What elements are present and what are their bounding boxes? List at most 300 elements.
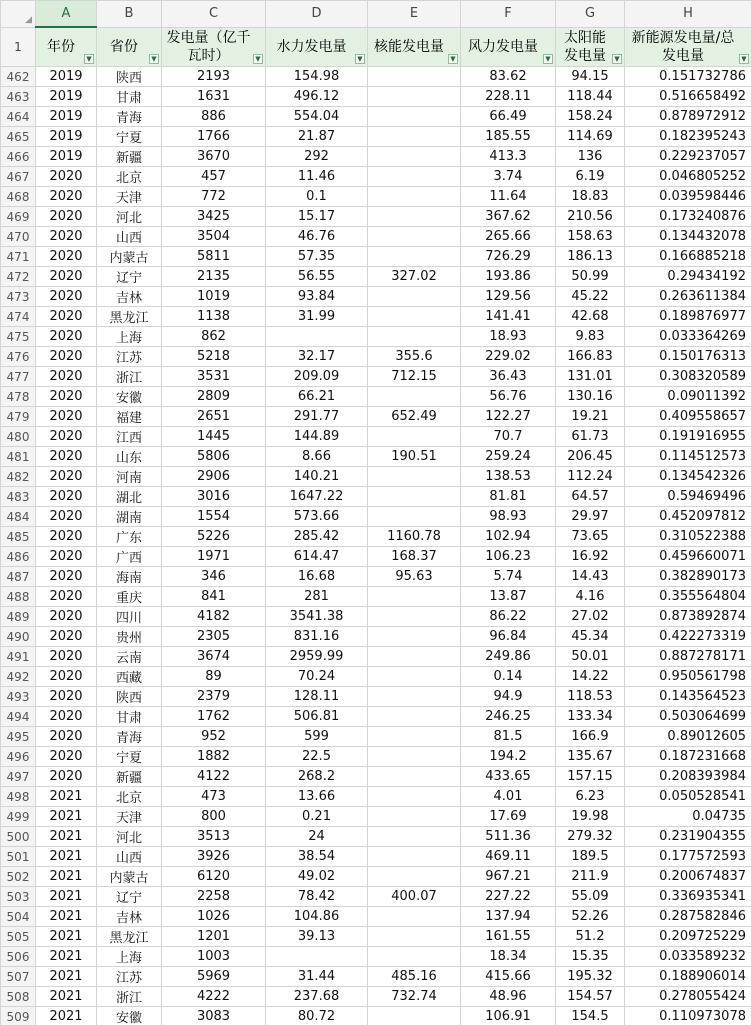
row-number[interactable]: 500 [1, 827, 36, 847]
cell-g[interactable]: 279.32 [556, 827, 625, 847]
cell-f[interactable]: 48.96 [461, 987, 556, 1007]
cell-h[interactable]: 0.189876977 [625, 307, 751, 327]
cell-a[interactable]: 2021 [36, 967, 97, 987]
cell-e[interactable] [368, 227, 461, 247]
cell-h[interactable]: 0.177572593 [625, 847, 751, 867]
cell-d[interactable]: 66.21 [266, 387, 368, 407]
cell-e[interactable] [368, 927, 461, 947]
cell-g[interactable]: 6.23 [556, 787, 625, 807]
cell-g[interactable]: 133.34 [556, 707, 625, 727]
cell-e[interactable] [368, 487, 461, 507]
cell-f[interactable]: 17.69 [461, 807, 556, 827]
cell-a[interactable]: 2020 [36, 407, 97, 427]
cell-d[interactable]: 1647.22 [266, 487, 368, 507]
cell-f[interactable]: 70.7 [461, 427, 556, 447]
cell-e[interactable] [368, 187, 461, 207]
cell-a[interactable]: 2020 [36, 487, 97, 507]
cell-d[interactable]: 56.55 [266, 267, 368, 287]
cell-b[interactable]: 新疆 [97, 147, 162, 167]
cell-g[interactable]: 27.02 [556, 607, 625, 627]
column-header-d[interactable]: D [266, 1, 368, 28]
cell-g[interactable]: 15.35 [556, 947, 625, 967]
cell-c[interactable]: 2193 [162, 67, 266, 87]
cell-c[interactable]: 2258 [162, 887, 266, 907]
row-number[interactable]: 469 [1, 207, 36, 227]
field-header-cell[interactable] [556, 27, 625, 67]
cell-c[interactable]: 772 [162, 187, 266, 207]
cell-d[interactable]: 573.66 [266, 507, 368, 527]
cell-b[interactable]: 宁夏 [97, 127, 162, 147]
cell-e[interactable] [368, 867, 461, 887]
cell-d[interactable]: 0.1 [266, 187, 368, 207]
cell-h[interactable]: 0.166885218 [625, 247, 751, 267]
cell-g[interactable]: 166.83 [556, 347, 625, 367]
cell-a[interactable]: 2020 [36, 627, 97, 647]
cell-c[interactable]: 3531 [162, 367, 266, 387]
cell-d[interactable]: 614.47 [266, 547, 368, 567]
cell-h[interactable]: 0.355564804 [625, 587, 751, 607]
cell-b[interactable]: 广西 [97, 547, 162, 567]
cell-g[interactable]: 158.63 [556, 227, 625, 247]
cell-b[interactable]: 甘肃 [97, 87, 162, 107]
cell-f[interactable]: 367.62 [461, 207, 556, 227]
cell-h[interactable]: 0.229237057 [625, 147, 751, 167]
cell-b[interactable]: 上海 [97, 327, 162, 347]
cell-e[interactable]: 652.49 [368, 407, 461, 427]
cell-c[interactable]: 1762 [162, 707, 266, 727]
cell-a[interactable]: 2019 [36, 87, 97, 107]
row-number[interactable]: 478 [1, 387, 36, 407]
cell-f[interactable]: 122.27 [461, 407, 556, 427]
cell-h[interactable]: 0.503064699 [625, 707, 751, 727]
cell-g[interactable]: 51.2 [556, 927, 625, 947]
cell-g[interactable]: 45.34 [556, 627, 625, 647]
cell-g[interactable]: 206.45 [556, 447, 625, 467]
cell-h[interactable]: 0.287582846 [625, 907, 751, 927]
cell-f[interactable]: 511.36 [461, 827, 556, 847]
cell-h[interactable]: 0.278055424 [625, 987, 751, 1007]
cell-f[interactable]: 194.2 [461, 747, 556, 767]
cell-a[interactable]: 2020 [36, 707, 97, 727]
cell-e[interactable] [368, 847, 461, 867]
cell-a[interactable]: 2021 [36, 927, 97, 947]
cell-a[interactable]: 2020 [36, 727, 97, 747]
cell-h[interactable]: 0.033589232 [625, 947, 751, 967]
cell-b[interactable]: 青海 [97, 107, 162, 127]
cell-a[interactable]: 2021 [36, 807, 97, 827]
cell-h[interactable]: 0.173240876 [625, 207, 751, 227]
cell-b[interactable]: 内蒙古 [97, 247, 162, 267]
cell-h[interactable]: 0.033364269 [625, 327, 751, 347]
cell-b[interactable]: 北京 [97, 787, 162, 807]
row-number[interactable]: 492 [1, 667, 36, 687]
cell-e[interactable] [368, 687, 461, 707]
cell-a[interactable]: 2021 [36, 987, 97, 1007]
cell-e[interactable] [368, 147, 461, 167]
cell-d[interactable]: 8.66 [266, 447, 368, 467]
cell-a[interactable]: 2019 [36, 127, 97, 147]
cell-d[interactable]: 13.66 [266, 787, 368, 807]
cell-c[interactable]: 2651 [162, 407, 266, 427]
cell-a[interactable]: 2020 [36, 507, 97, 527]
cell-g[interactable]: 94.15 [556, 67, 625, 87]
cell-c[interactable]: 862 [162, 327, 266, 347]
cell-g[interactable]: 114.69 [556, 127, 625, 147]
cell-c[interactable]: 89 [162, 667, 266, 687]
cell-b[interactable]: 海南 [97, 567, 162, 587]
cell-h[interactable]: 0.150176313 [625, 347, 751, 367]
row-number[interactable]: 462 [1, 67, 36, 87]
cell-d[interactable]: 22.5 [266, 747, 368, 767]
cell-h[interactable]: 0.187231668 [625, 747, 751, 767]
cell-e[interactable]: 712.15 [368, 367, 461, 387]
cell-b[interactable]: 山西 [97, 847, 162, 867]
cell-f[interactable]: 265.66 [461, 227, 556, 247]
cell-h[interactable]: 0.29434192 [625, 267, 751, 287]
cell-e[interactable]: 168.37 [368, 547, 461, 567]
cell-e[interactable]: 732.74 [368, 987, 461, 1007]
column-header-f[interactable]: F [461, 1, 556, 28]
cell-g[interactable]: 130.16 [556, 387, 625, 407]
cell-e[interactable]: 355.6 [368, 347, 461, 367]
cell-d[interactable]: 16.68 [266, 567, 368, 587]
cell-a[interactable]: 2020 [36, 187, 97, 207]
filter-dropdown-icon[interactable]: ▼ [84, 54, 94, 64]
cell-a[interactable]: 2020 [36, 447, 97, 467]
cell-c[interactable]: 5226 [162, 527, 266, 547]
cell-g[interactable]: 154.57 [556, 987, 625, 1007]
cell-b[interactable]: 宁夏 [97, 747, 162, 767]
row-number[interactable]: 463 [1, 87, 36, 107]
cell-d[interactable]: 237.68 [266, 987, 368, 1007]
cell-e[interactable] [368, 607, 461, 627]
row-number[interactable]: 464 [1, 107, 36, 127]
cell-c[interactable]: 3016 [162, 487, 266, 507]
column-header-b[interactable]: B [97, 1, 162, 28]
cell-b[interactable]: 新疆 [97, 767, 162, 787]
cell-c[interactable]: 841 [162, 587, 266, 607]
cell-f[interactable]: 94.9 [461, 687, 556, 707]
cell-a[interactable]: 2019 [36, 147, 97, 167]
cell-f[interactable]: 259.24 [461, 447, 556, 467]
cell-h[interactable]: 0.310522388 [625, 527, 751, 547]
row-number[interactable]: 467 [1, 167, 36, 187]
cell-a[interactable]: 2021 [36, 947, 97, 967]
filter-dropdown-icon[interactable]: ▼ [543, 54, 553, 64]
cell-a[interactable]: 2021 [36, 827, 97, 847]
cell-e[interactable] [368, 387, 461, 407]
cell-e[interactable] [368, 167, 461, 187]
cell-f[interactable]: 56.76 [461, 387, 556, 407]
cell-d[interactable]: 57.35 [266, 247, 368, 267]
cell-b[interactable]: 江苏 [97, 347, 162, 367]
cell-e[interactable]: 190.51 [368, 447, 461, 467]
cell-c[interactable]: 1201 [162, 927, 266, 947]
field-header-cell[interactable] [162, 27, 266, 67]
row-number[interactable]: 507 [1, 967, 36, 987]
cell-f[interactable]: 161.55 [461, 927, 556, 947]
row-number[interactable]: 473 [1, 287, 36, 307]
cell-d[interactable]: 78.42 [266, 887, 368, 907]
cell-f[interactable]: 185.55 [461, 127, 556, 147]
cell-c[interactable]: 800 [162, 807, 266, 827]
cell-h[interactable]: 0.89012605 [625, 727, 751, 747]
column-header-a[interactable]: A [36, 1, 97, 28]
cell-h[interactable]: 0.887278171 [625, 647, 751, 667]
row-number[interactable]: 498 [1, 787, 36, 807]
cell-a[interactable]: 2020 [36, 387, 97, 407]
row-number[interactable]: 468 [1, 187, 36, 207]
cell-g[interactable]: 50.01 [556, 647, 625, 667]
cell-e[interactable] [368, 327, 461, 347]
cell-h[interactable]: 0.459660071 [625, 547, 751, 567]
cell-c[interactable]: 2379 [162, 687, 266, 707]
cell-a[interactable]: 2020 [36, 607, 97, 627]
cell-b[interactable]: 河北 [97, 827, 162, 847]
cell-e[interactable] [368, 307, 461, 327]
cell-b[interactable]: 贵州 [97, 627, 162, 647]
cell-f[interactable]: 18.93 [461, 327, 556, 347]
cell-c[interactable]: 3674 [162, 647, 266, 667]
cell-a[interactable]: 2021 [36, 907, 97, 927]
cell-b[interactable]: 四川 [97, 607, 162, 627]
filter-dropdown-icon[interactable]: ▼ [253, 54, 263, 64]
cell-h[interactable]: 0.409558657 [625, 407, 751, 427]
row-number[interactable]: 486 [1, 547, 36, 567]
cell-c[interactable]: 2809 [162, 387, 266, 407]
cell-a[interactable]: 2020 [36, 587, 97, 607]
cell-g[interactable]: 189.5 [556, 847, 625, 867]
cell-a[interactable]: 2020 [36, 687, 97, 707]
row-number[interactable]: 496 [1, 747, 36, 767]
cell-a[interactable]: 2020 [36, 307, 97, 327]
cell-h[interactable]: 0.04735 [625, 807, 751, 827]
row-number[interactable]: 503 [1, 887, 36, 907]
cell-c[interactable]: 3425 [162, 207, 266, 227]
cell-c[interactable]: 886 [162, 107, 266, 127]
cell-e[interactable] [368, 667, 461, 687]
cell-h[interactable]: 0.114512573 [625, 447, 751, 467]
cell-f[interactable]: 967.21 [461, 867, 556, 887]
cell-e[interactable] [368, 87, 461, 107]
cell-f[interactable]: 726.29 [461, 247, 556, 267]
row-number[interactable]: 490 [1, 627, 36, 647]
cell-a[interactable]: 2021 [36, 1007, 97, 1025]
row-number[interactable]: 475 [1, 327, 36, 347]
row-number[interactable]: 479 [1, 407, 36, 427]
cell-b[interactable]: 安徽 [97, 1007, 162, 1025]
cell-b[interactable]: 上海 [97, 947, 162, 967]
cell-e[interactable] [368, 747, 461, 767]
cell-a[interactable]: 2020 [36, 207, 97, 227]
column-header-g[interactable]: G [556, 1, 625, 28]
cell-d[interactable]: 31.99 [266, 307, 368, 327]
cell-f[interactable]: 98.93 [461, 507, 556, 527]
cell-e[interactable]: 327.02 [368, 267, 461, 287]
cell-g[interactable]: 211.9 [556, 867, 625, 887]
filter-dropdown-icon[interactable]: ▼ [448, 54, 458, 64]
cell-c[interactable]: 473 [162, 787, 266, 807]
cell-h[interactable]: 0.231904355 [625, 827, 751, 847]
cell-c[interactable]: 5218 [162, 347, 266, 367]
cell-e[interactable] [368, 947, 461, 967]
cell-e[interactable] [368, 827, 461, 847]
cell-h[interactable]: 0.143564523 [625, 687, 751, 707]
cell-h[interactable]: 0.134542326 [625, 467, 751, 487]
cell-f[interactable]: 96.84 [461, 627, 556, 647]
cell-c[interactable]: 346 [162, 567, 266, 587]
cell-f[interactable]: 138.53 [461, 467, 556, 487]
cell-d[interactable]: 281 [266, 587, 368, 607]
row-number[interactable]: 470 [1, 227, 36, 247]
cell-e[interactable] [368, 67, 461, 87]
cell-g[interactable]: 19.21 [556, 407, 625, 427]
field-header-cell[interactable] [625, 27, 751, 67]
cell-f[interactable]: 11.64 [461, 187, 556, 207]
cell-d[interactable]: 285.42 [266, 527, 368, 547]
cell-c[interactable]: 1766 [162, 127, 266, 147]
cell-d[interactable]: 128.11 [266, 687, 368, 707]
field-header-cell[interactable] [461, 27, 556, 67]
cell-b[interactable]: 山东 [97, 447, 162, 467]
cell-f[interactable]: 141.41 [461, 307, 556, 327]
cell-c[interactable]: 1003 [162, 947, 266, 967]
cell-g[interactable]: 186.13 [556, 247, 625, 267]
cell-c[interactable]: 2135 [162, 267, 266, 287]
cell-g[interactable]: 9.83 [556, 327, 625, 347]
cell-d[interactable]: 38.54 [266, 847, 368, 867]
cell-h[interactable]: 0.134432078 [625, 227, 751, 247]
cell-c[interactable]: 5811 [162, 247, 266, 267]
cell-a[interactable]: 2020 [36, 647, 97, 667]
cell-b[interactable]: 黑龙江 [97, 927, 162, 947]
cell-d[interactable]: 21.87 [266, 127, 368, 147]
cell-a[interactable]: 2020 [36, 167, 97, 187]
row-number[interactable]: 472 [1, 267, 36, 287]
cell-g[interactable]: 157.15 [556, 767, 625, 787]
cell-f[interactable]: 106.23 [461, 547, 556, 567]
cell-g[interactable]: 6.19 [556, 167, 625, 187]
cell-g[interactable]: 61.73 [556, 427, 625, 447]
cell-a[interactable]: 2020 [36, 287, 97, 307]
cell-a[interactable]: 2020 [36, 467, 97, 487]
cell-h[interactable]: 0.452097812 [625, 507, 751, 527]
cell-h[interactable]: 0.516658492 [625, 87, 751, 107]
row-number[interactable]: 497 [1, 767, 36, 787]
cell-g[interactable]: 18.83 [556, 187, 625, 207]
cell-b[interactable]: 北京 [97, 167, 162, 187]
cell-f[interactable]: 229.02 [461, 347, 556, 367]
cell-g[interactable]: 158.24 [556, 107, 625, 127]
cell-f[interactable]: 81.5 [461, 727, 556, 747]
cell-d[interactable]: 31.44 [266, 967, 368, 987]
row-number[interactable]: 508 [1, 987, 36, 1007]
cell-a[interactable]: 2020 [36, 267, 97, 287]
cell-a[interactable]: 2021 [36, 887, 97, 907]
cell-a[interactable]: 2020 [36, 567, 97, 587]
cell-d[interactable]: 24 [266, 827, 368, 847]
cell-h[interactable]: 0.878972912 [625, 107, 751, 127]
cell-f[interactable]: 137.94 [461, 907, 556, 927]
cell-f[interactable]: 18.34 [461, 947, 556, 967]
cell-e[interactable] [368, 727, 461, 747]
cell-e[interactable] [368, 627, 461, 647]
cell-e[interactable] [368, 807, 461, 827]
cell-d[interactable]: 154.98 [266, 67, 368, 87]
cell-g[interactable]: 210.56 [556, 207, 625, 227]
cell-d[interactable]: 140.21 [266, 467, 368, 487]
row-number[interactable]: 509 [1, 1007, 36, 1025]
cell-c[interactable]: 3926 [162, 847, 266, 867]
cell-g[interactable]: 52.26 [556, 907, 625, 927]
cell-d[interactable]: 831.16 [266, 627, 368, 647]
cell-b[interactable]: 河北 [97, 207, 162, 227]
cell-h[interactable]: 0.209725229 [625, 927, 751, 947]
cell-g[interactable]: 14.43 [556, 567, 625, 587]
row-number[interactable]: 488 [1, 587, 36, 607]
row-number[interactable]: 499 [1, 807, 36, 827]
cell-g[interactable]: 73.65 [556, 527, 625, 547]
cell-h[interactable]: 0.046805252 [625, 167, 751, 187]
field-header-cell[interactable] [368, 27, 461, 67]
cell-d[interactable]: 599 [266, 727, 368, 747]
cell-e[interactable] [368, 107, 461, 127]
row-number[interactable]: 494 [1, 707, 36, 727]
cell-c[interactable]: 1445 [162, 427, 266, 447]
cell-h[interactable]: 0.191916955 [625, 427, 751, 447]
cell-d[interactable]: 144.89 [266, 427, 368, 447]
field-header-cell[interactable] [266, 27, 368, 67]
cell-c[interactable]: 2305 [162, 627, 266, 647]
column-header-e[interactable]: E [368, 1, 461, 28]
cell-b[interactable]: 黑龙江 [97, 307, 162, 327]
cell-f[interactable]: 0.14 [461, 667, 556, 687]
cell-c[interactable]: 1882 [162, 747, 266, 767]
cell-c[interactable]: 3670 [162, 147, 266, 167]
cell-b[interactable]: 安徽 [97, 387, 162, 407]
cell-b[interactable]: 青海 [97, 727, 162, 747]
cell-f[interactable]: 227.22 [461, 887, 556, 907]
row-number[interactable]: 484 [1, 507, 36, 527]
cell-d[interactable]: 292 [266, 147, 368, 167]
cell-c[interactable]: 1026 [162, 907, 266, 927]
cell-c[interactable]: 1019 [162, 287, 266, 307]
row-number[interactable]: 465 [1, 127, 36, 147]
cell-a[interactable]: 2021 [36, 867, 97, 887]
cell-c[interactable]: 2906 [162, 467, 266, 487]
row-number[interactable]: 477 [1, 367, 36, 387]
cell-f[interactable]: 102.94 [461, 527, 556, 547]
row-number[interactable]: 481 [1, 447, 36, 467]
cell-d[interactable]: 15.17 [266, 207, 368, 227]
cell-g[interactable]: 118.44 [556, 87, 625, 107]
cell-f[interactable]: 66.49 [461, 107, 556, 127]
cell-b[interactable]: 福建 [97, 407, 162, 427]
cell-d[interactable]: 39.13 [266, 927, 368, 947]
cell-h[interactable]: 0.050528541 [625, 787, 751, 807]
cell-b[interactable]: 陕西 [97, 67, 162, 87]
cell-e[interactable] [368, 1007, 461, 1025]
row-number[interactable]: 1 [1, 27, 36, 67]
cell-f[interactable]: 3.74 [461, 167, 556, 187]
cell-c[interactable]: 4182 [162, 607, 266, 627]
row-number[interactable]: 476 [1, 347, 36, 367]
cell-a[interactable]: 2019 [36, 107, 97, 127]
cell-d[interactable]: 506.81 [266, 707, 368, 727]
cell-h[interactable]: 0.09011392 [625, 387, 751, 407]
row-number[interactable]: 471 [1, 247, 36, 267]
cell-h[interactable]: 0.110973078 [625, 1007, 751, 1025]
